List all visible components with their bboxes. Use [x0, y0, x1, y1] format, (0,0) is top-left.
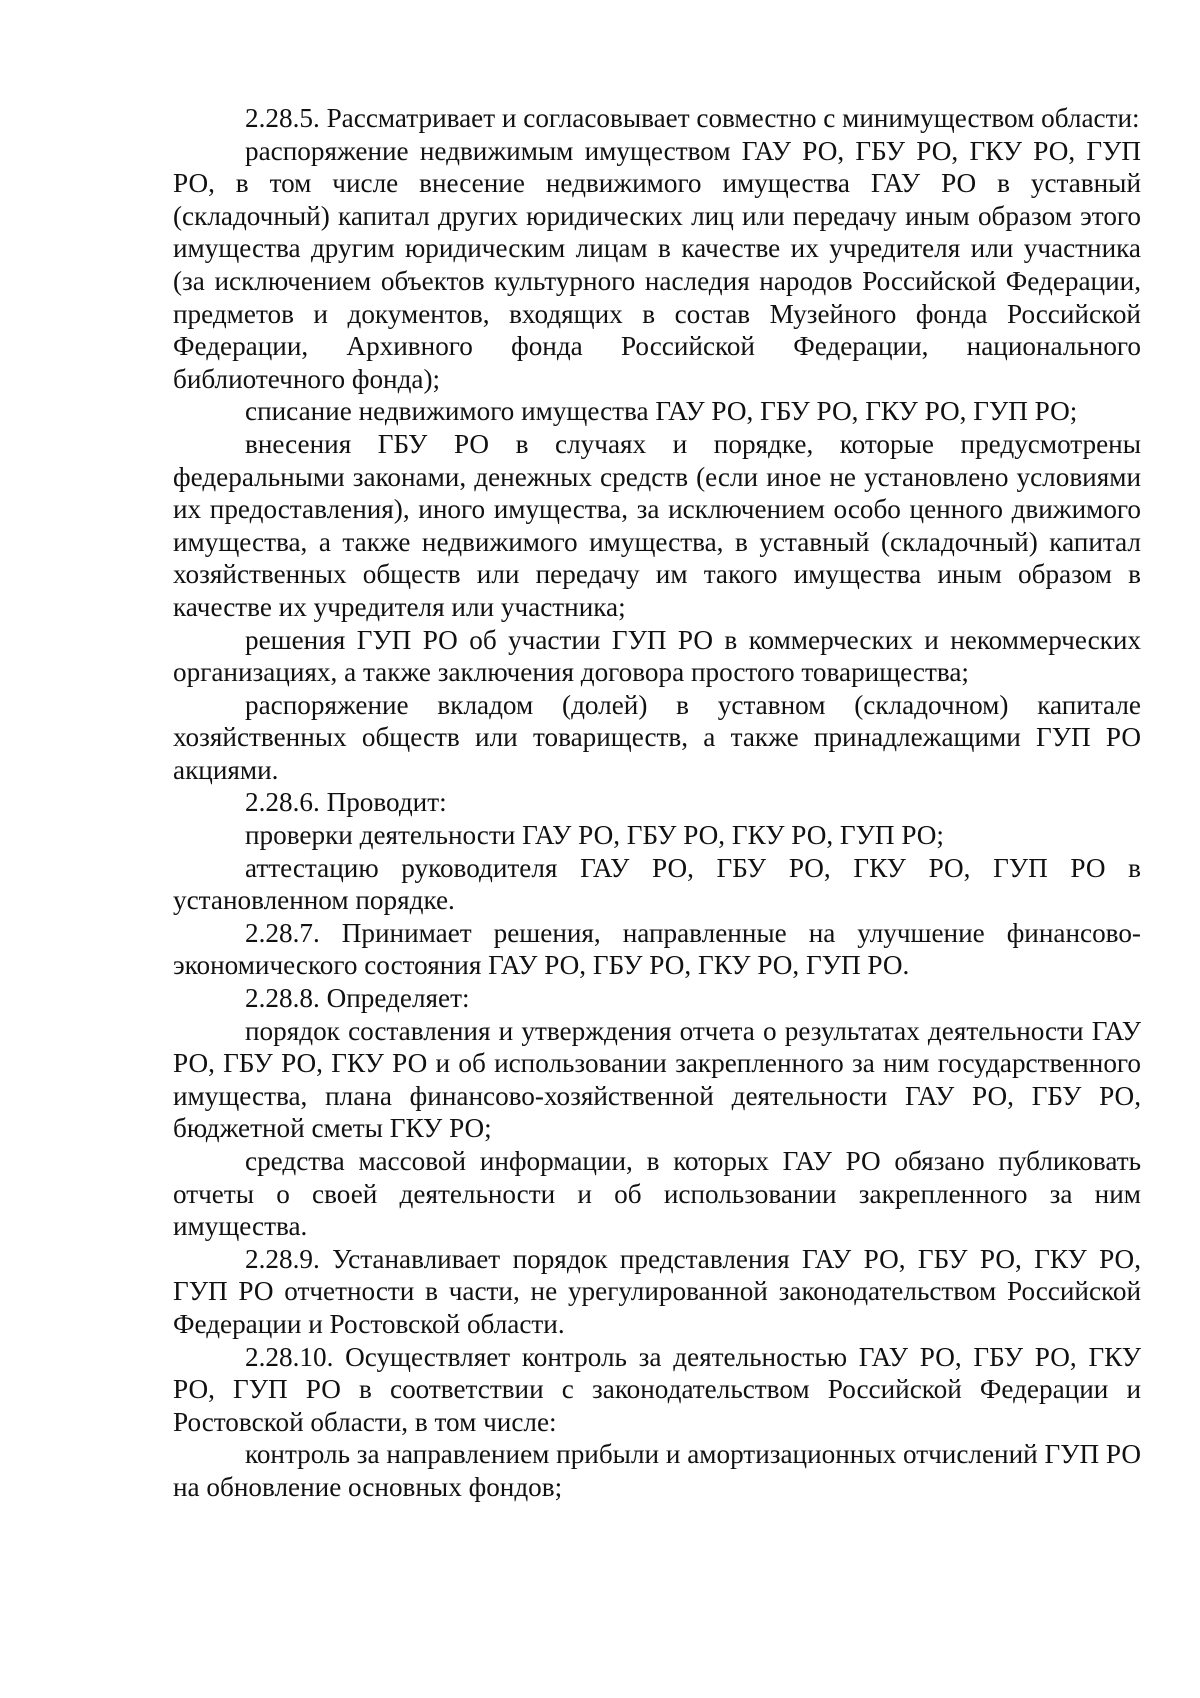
- paragraph-activity-checks: проверки деятельности ГАУ РО, ГБУ РО, ГКУ РО, ГУП РО;: [245, 820, 944, 851]
- paragraph-profit-control: контроль за направлением прибыли и амортизационных отчислений ГУП РО на обновление основных фондов;: [173, 1439, 1141, 1502]
- paragraph-director-attestation: аттестацию руководителя ГАУ РО, ГБУ РО, ГКУ РО, ГУП РО в установленном порядке.: [173, 852, 1141, 916]
- paragraph-gbu-contributions: внесения ГБУ РО в случаях и порядке, которые предусмотрены федеральными законами, денежных средств (если иное не установлено условиями их предоставления), иного имущества, за исключением особо ценного движимого имущества, а также недвижимого имущества, в уставный (складочный) капитал хозяйственных обществ или передачу им такого имущества иным образом в качестве их учредителя или участника;: [173, 428, 1141, 622]
- paragraph-report-procedure: порядок составления и утверждения отчета о результатах деятельности ГАУ РО, ГБУ РО, ГКУ РО и об использовании закрепленного за ним государственного имущества, плана финансово-хозяйственной деятельности ГАУ РО, ГБУ РО, бюджетной сметы ГКУ РО;: [173, 1015, 1141, 1144]
- clause-2-28-6: 2.28.6. Проводит:: [245, 787, 447, 818]
- clause-2-28-5: 2.28.5. Рассматривает и согласовывает совместно с минимуществом области:: [245, 103, 1140, 133]
- clause-2-28-8: 2.28.8. Определяет:: [245, 983, 470, 1014]
- paragraph-mass-media: средства массовой информации, в которых ГАУ РО обязано публиковать отчеты о своей деятельности и об использовании закрепленного за ним имущества.: [173, 1146, 1141, 1242]
- document-page: [173, 102, 1141, 1504]
- paragraph-real-estate-writeoff: списание недвижимого имущества ГАУ РО, ГБУ РО, ГКУ РО, ГУП РО;: [245, 396, 1078, 427]
- clause-2-28-9: 2.28.9. Устанавливает порядок представления ГАУ РО, ГБУ РО, ГКУ РО, ГУП РО отчетности в части, не урегулированной законодательством Российской Федерации и Ростовской области.: [173, 1243, 1141, 1339]
- paragraph-gup-participation: решения ГУП РО об участии ГУП РО в коммерческих и некоммерческих организациях, а также заключения договора простого товарищества;: [173, 624, 1141, 688]
- clause-2-28-10: 2.28.10. Осуществляет контроль за деятельностью ГАУ РО, ГБУ РО, ГКУ РО, ГУП РО в соответствии с законодательством Российской Федерации и Ростовской области, в том числе:: [173, 1341, 1141, 1437]
- paragraph-real-estate-disposal: распоряжение недвижимым имуществом ГАУ РО, ГБУ РО, ГКУ РО, ГУП РО, в том числе внесение недвижимого имущества ГАУ РО в уставный (складочный) капитал других юридических лиц или передачу иным образом этого имущества другим юридическим лицам в качестве их учредителя или участника (за исключением объектов культурного наследия народов Российской Федерации, предметов и документов, входящих в состав Музейного фонда Российской Федерации, Архивного фонда Российской Федерации, национального библиотечного фонда);: [173, 135, 1141, 394]
- clause-2-28-7: 2.28.7. Принимает решения, направленные на улучшение финансово-экономического состояния ГАУ РО, ГБУ РО, ГКУ РО, ГУП РО.: [173, 917, 1141, 981]
- paragraph-share-disposal: распоряжение вкладом (долей) в уставном (складочном) капитале хозяйственных обществ или товариществ, а также принадлежащими ГУП РО акциями.: [173, 689, 1141, 785]
